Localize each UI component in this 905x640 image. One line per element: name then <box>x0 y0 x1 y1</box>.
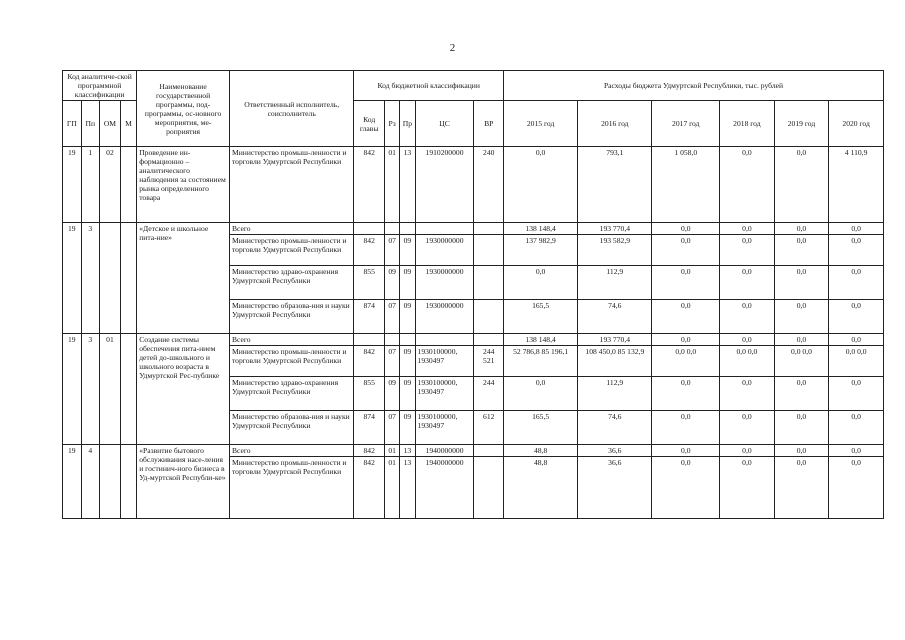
cell-responsible: Всего <box>229 334 353 346</box>
cell-vr: 244 <box>474 377 504 411</box>
budget-table <box>62 70 884 519</box>
cell-rz <box>384 223 399 235</box>
cell-2018: 0,0 <box>720 411 775 445</box>
cell-pp: 3 <box>81 334 100 445</box>
cell-2018: 0,0 <box>720 377 775 411</box>
cell-2020: 0,0 <box>829 457 884 519</box>
cell-vr: 244 521 <box>474 346 504 377</box>
cell-glava: 874 <box>354 411 385 445</box>
cell-2020: 0,0 <box>829 223 884 235</box>
cell-2015: 138 148,4 <box>504 334 578 346</box>
cell-2019: 0,0 <box>774 445 829 457</box>
cell-responsible: Всего <box>229 223 353 235</box>
cell-pr: 09 <box>400 300 415 334</box>
cell-2017: 0,0 <box>652 334 720 346</box>
cell-cs: 1930100000, 1930497 <box>415 377 474 411</box>
header-2016: 2016 год <box>578 101 652 147</box>
cell-2017: 0,0 <box>652 223 720 235</box>
cell-name: Проведение ин-формационно – аналитического наблюдения за состоянием рынка определенного товара <box>137 147 230 223</box>
cell-responsible: Министерство промыш-ленности и торговли Удмуртской Республики <box>229 235 353 266</box>
cell-m <box>120 147 136 223</box>
page-number: 2 <box>449 42 456 54</box>
cell-2019: 0,0 0,0 <box>774 346 829 377</box>
header-expenses: Расходы бюджета Удмуртской Республики, тыс. рублей <box>504 71 884 101</box>
cell-2016: 74,6 <box>578 411 652 445</box>
cell-name: «Развитие бытового обслуживания насе-ления и гостинич-ного бизнеса в Уд-муртской Республи-ке» <box>137 445 230 519</box>
cell-vr <box>474 223 504 235</box>
cell-cs: 1930100000, 1930497 <box>415 411 474 445</box>
cell-glava: 842 <box>354 457 385 519</box>
header-pp: Пп <box>81 101 100 147</box>
header-row-1 <box>63 71 884 101</box>
cell-2020: 0,0 <box>829 377 884 411</box>
cell-pr: 13 <box>400 445 415 457</box>
header-budget-code: Код бюджетной классификации <box>354 71 504 101</box>
cell-rz: 01 <box>384 457 399 519</box>
header-2020: 2020 год <box>829 101 884 147</box>
cell-2018: 0,0 <box>720 300 775 334</box>
cell-pr: 13 <box>400 457 415 519</box>
cell-2018: 0,0 <box>720 223 775 235</box>
table-row <box>63 445 884 457</box>
cell-rz: 07 <box>384 235 399 266</box>
cell-glava: 842 <box>354 235 385 266</box>
table-row <box>63 223 884 235</box>
cell-glava <box>354 334 385 346</box>
cell-rz: 07 <box>384 300 399 334</box>
header-gp: ГП <box>63 101 82 147</box>
cell-pp: 1 <box>81 147 100 223</box>
cell-2015: 138 148,4 <box>504 223 578 235</box>
cell-vr: 612 <box>474 411 504 445</box>
header-responsible: Ответственный исполнитель, соисполнитель <box>229 71 353 147</box>
cell-rz: 07 <box>384 411 399 445</box>
cell-om: 02 <box>100 147 121 223</box>
cell-om: 01 <box>100 334 121 445</box>
cell-gp: 19 <box>63 147 82 223</box>
cell-2018: 0,0 <box>720 445 775 457</box>
cell-name: Создание системы обеспечения пита-нием детей до-школьного и школьного возраста в Удмуртской Рес-публике <box>137 334 230 445</box>
cell-2016: 193 582,9 <box>578 235 652 266</box>
cell-2016: 108 450,0 85 132,9 <box>578 346 652 377</box>
cell-responsible: Министерство образова-ния и науки Удмуртской Республики <box>229 411 353 445</box>
cell-2020: 0,0 <box>829 300 884 334</box>
cell-2015: 137 982,9 <box>504 235 578 266</box>
cell-cs: 1930100000, 1930497 <box>415 346 474 377</box>
cell-2016: 112,9 <box>578 377 652 411</box>
cell-vr <box>474 266 504 300</box>
cell-cs: 1940000000 <box>415 445 474 457</box>
cell-2017: 0,0 <box>652 445 720 457</box>
cell-2016: 193 770,4 <box>578 223 652 235</box>
header-kod-glavy: Код главы <box>354 101 385 147</box>
cell-responsible: Министерство промыш-ленности и торговли Удмуртской Республики <box>229 457 353 519</box>
cell-2016: 36,6 <box>578 457 652 519</box>
cell-name: «Детское и школьное пита-ние» <box>137 223 230 334</box>
cell-responsible: Всего <box>229 445 353 457</box>
cell-2015: 0,0 <box>504 266 578 300</box>
cell-responsible: Министерство промыш-ленности и торговли Удмуртской Республики <box>229 346 353 377</box>
header-m: М <box>120 101 136 147</box>
cell-responsible: Министерство промыш-ленности и торговли Удмуртской Республики <box>229 147 353 223</box>
cell-glava: 842 <box>354 147 385 223</box>
cell-2015: 48,8 <box>504 445 578 457</box>
cell-glava: 855 <box>354 377 385 411</box>
cell-2016: 793,1 <box>578 147 652 223</box>
cell-2017: 0,0 <box>652 457 720 519</box>
cell-pr: 09 <box>400 411 415 445</box>
cell-vr <box>474 300 504 334</box>
cell-glava: 855 <box>354 266 385 300</box>
cell-2020: 0,0 <box>829 411 884 445</box>
cell-glava: 874 <box>354 300 385 334</box>
header-2018: 2018 год <box>720 101 775 147</box>
cell-2017: 0,0 <box>652 266 720 300</box>
cell-gp: 19 <box>63 334 82 445</box>
cell-om <box>100 445 121 519</box>
cell-2020: 0,0 <box>829 266 884 300</box>
cell-2017: 0,0 0,0 <box>652 346 720 377</box>
cell-om <box>100 223 121 334</box>
cell-m <box>120 445 136 519</box>
table-row <box>63 334 884 346</box>
cell-vr <box>474 445 504 457</box>
cell-rz: 09 <box>384 266 399 300</box>
cell-pp: 4 <box>81 445 100 519</box>
cell-2016: 74,6 <box>578 300 652 334</box>
cell-vr <box>474 235 504 266</box>
cell-glava: 842 <box>354 445 385 457</box>
cell-2019: 0,0 <box>774 223 829 235</box>
cell-2020: 0,0 <box>829 235 884 266</box>
header-2017: 2017 год <box>652 101 720 147</box>
cell-pr: 09 <box>400 266 415 300</box>
cell-2018: 0,0 <box>720 235 775 266</box>
cell-2019: 0,0 <box>774 334 829 346</box>
cell-pr <box>400 334 415 346</box>
cell-cs: 1910200000 <box>415 147 474 223</box>
cell-rz: 09 <box>384 377 399 411</box>
cell-gp: 19 <box>63 445 82 519</box>
cell-glava <box>354 223 385 235</box>
cell-cs: 1930000000 <box>415 235 474 266</box>
cell-vr: 240 <box>474 147 504 223</box>
cell-pr: 09 <box>400 346 415 377</box>
cell-rz: 01 <box>384 445 399 457</box>
header-code-group: Код аналитиче-ской программной классификации <box>63 71 137 101</box>
cell-2015: 48,8 <box>504 457 578 519</box>
cell-gp: 19 <box>63 223 82 334</box>
cell-vr <box>474 334 504 346</box>
cell-responsible: Министерство здраво-охранения Удмуртской Республики <box>229 266 353 300</box>
cell-2018: 0,0 0,0 <box>720 346 775 377</box>
cell-cs <box>415 223 474 235</box>
cell-cs: 1930000000 <box>415 266 474 300</box>
cell-2018: 0,0 <box>720 266 775 300</box>
cell-2019: 0,0 <box>774 235 829 266</box>
cell-2017: 0,0 <box>652 300 720 334</box>
header-cs: ЦС <box>415 101 474 147</box>
cell-pr: 09 <box>400 235 415 266</box>
cell-2018: 0,0 <box>720 457 775 519</box>
cell-rz: 07 <box>384 346 399 377</box>
cell-2017: 0,0 <box>652 377 720 411</box>
cell-2019: 0,0 <box>774 457 829 519</box>
cell-2015: 52 786,8 85 196,1 <box>504 346 578 377</box>
cell-m <box>120 223 136 334</box>
table-row <box>63 147 884 223</box>
cell-cs: 1930000000 <box>415 300 474 334</box>
cell-2019: 0,0 <box>774 147 829 223</box>
cell-2015: 0,0 <box>504 377 578 411</box>
cell-2015: 165,5 <box>504 300 578 334</box>
cell-2019: 0,0 <box>774 377 829 411</box>
cell-2019: 0,0 <box>774 300 829 334</box>
cell-2016: 112,9 <box>578 266 652 300</box>
cell-2020: 0,0 <box>829 445 884 457</box>
cell-glava: 842 <box>354 346 385 377</box>
cell-2020: 0,0 <box>829 334 884 346</box>
cell-responsible: Министерство здраво-охранения Удмуртской Республики <box>229 377 353 411</box>
cell-m <box>120 334 136 445</box>
cell-cs: 1940000000 <box>415 457 474 519</box>
cell-2015: 0,0 <box>504 147 578 223</box>
cell-2018: 0,0 <box>720 334 775 346</box>
header-pr: Пр <box>400 101 415 147</box>
cell-rz <box>384 334 399 346</box>
cell-2017: 0,0 <box>652 411 720 445</box>
header-rz: Рз <box>384 101 399 147</box>
cell-2019: 0,0 <box>774 266 829 300</box>
header-name: Наименование государственной программы, под-программы, ос-новного мероприятия, ме-роприятия <box>137 71 230 147</box>
cell-2015: 165,5 <box>504 411 578 445</box>
cell-2016: 36,6 <box>578 445 652 457</box>
cell-2016: 193 770,4 <box>578 334 652 346</box>
header-2019: 2019 год <box>774 101 829 147</box>
cell-pr <box>400 223 415 235</box>
cell-2019: 0,0 <box>774 411 829 445</box>
cell-responsible: Министерство образова-ния и науки Удмуртской Республики <box>229 300 353 334</box>
cell-pr: 13 <box>400 147 415 223</box>
cell-2017: 0,0 <box>652 235 720 266</box>
cell-2017: 1 058,0 <box>652 147 720 223</box>
cell-pr: 09 <box>400 377 415 411</box>
header-om: ОМ <box>100 101 121 147</box>
cell-vr <box>474 457 504 519</box>
cell-2018: 0,0 <box>720 147 775 223</box>
header-vr: ВР <box>474 101 504 147</box>
cell-rz: 01 <box>384 147 399 223</box>
header-2015: 2015 год <box>504 101 578 147</box>
cell-pp: 3 <box>81 223 100 334</box>
cell-cs <box>415 334 474 346</box>
cell-2020: 4 110,9 <box>829 147 884 223</box>
cell-2020: 0,0 0,0 <box>829 346 884 377</box>
